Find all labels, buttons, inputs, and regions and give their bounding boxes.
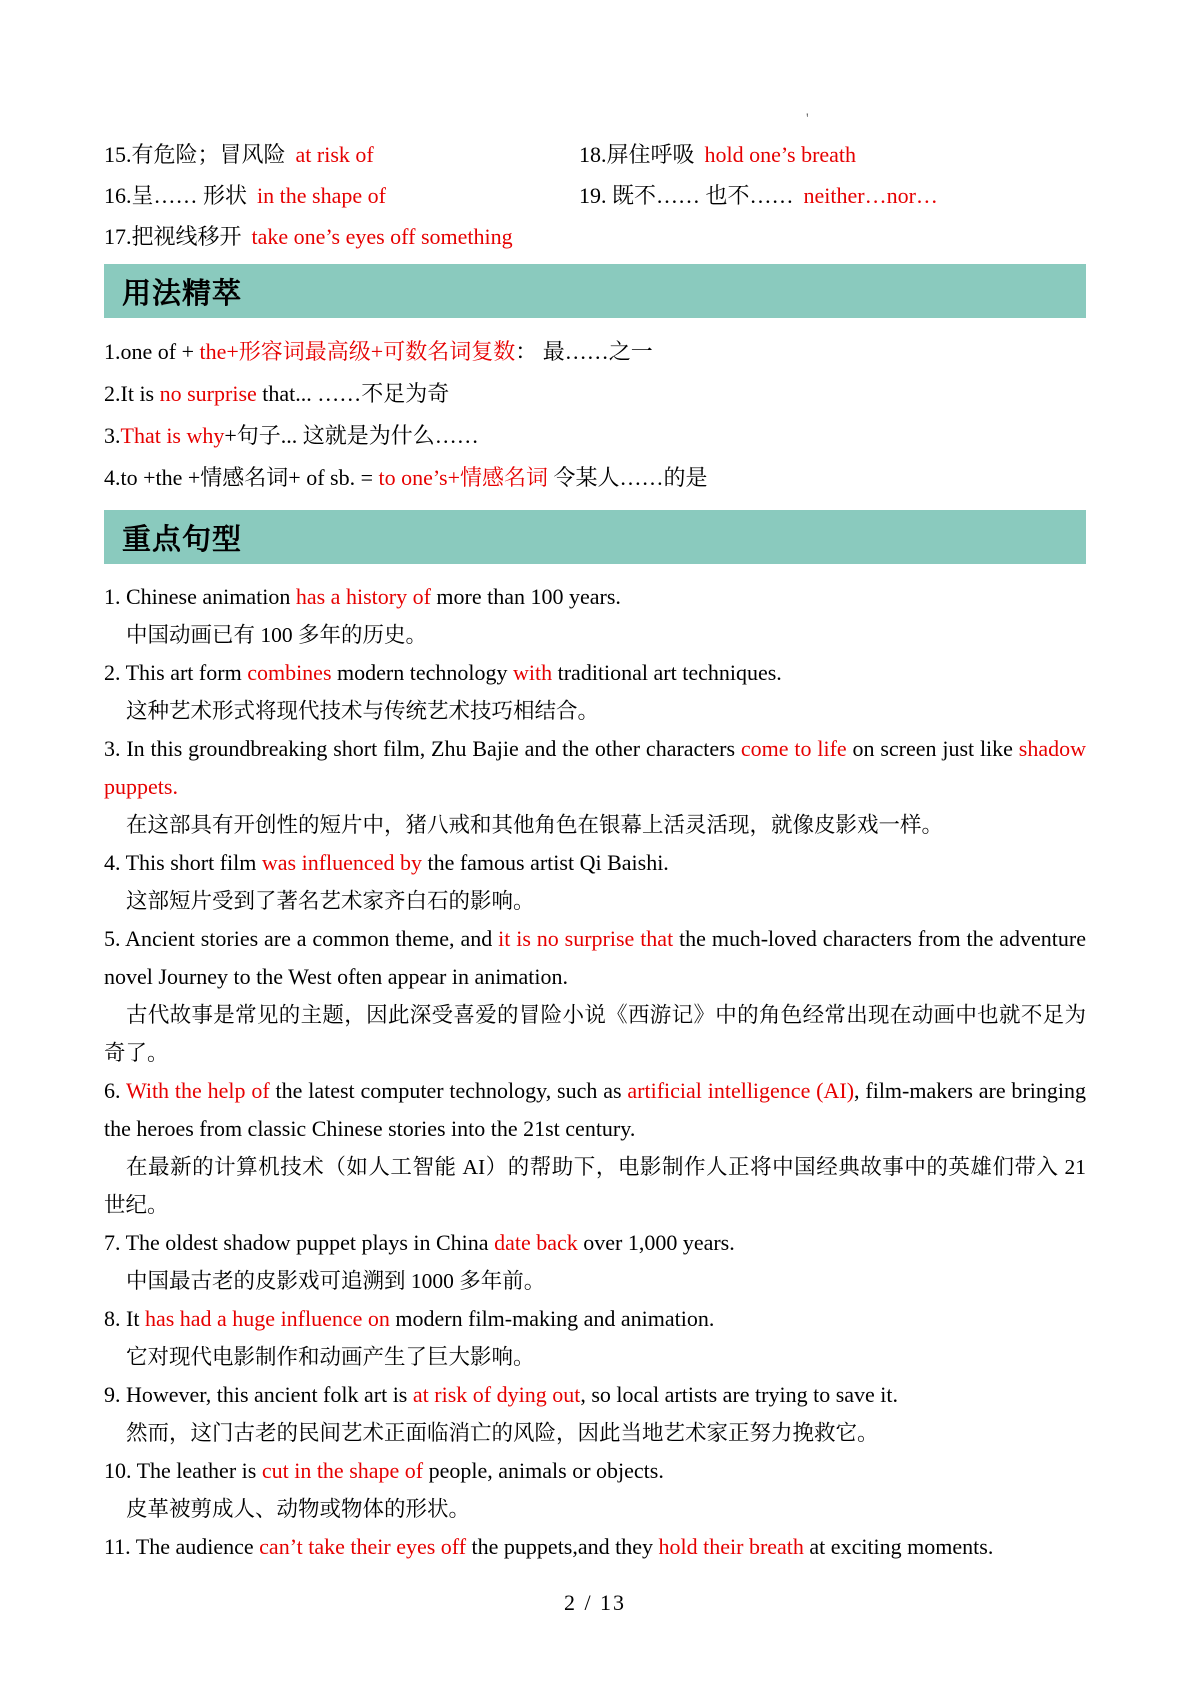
phrase-chinese-label: 16.呈…… 形状 (104, 183, 248, 208)
phrase-item (104, 134, 579, 175)
stray-mark: ' (806, 111, 809, 127)
section-title-patterns: 重点句型 (122, 523, 243, 556)
text-run: 6. (104, 1078, 126, 1103)
sentence-chinese-translation: 然而，这门古老的民间艺术正面临消亡的风险，因此当地艺术家正努力挽救它。 (126, 1421, 879, 1445)
sentence-chinese-translation: 皮革被剪成人、动物或物体的形状。 (126, 1497, 471, 1521)
text-run: people, animals or objects. (423, 1458, 664, 1483)
text-run: 5. Ancient stories are a common theme, and (104, 926, 499, 951)
text-run: the latest computer technology, such as (269, 1078, 628, 1103)
phrase-item (579, 134, 1086, 175)
phrase-item (104, 175, 579, 216)
highlight-run: artificial intelligence (AI) (627, 1078, 855, 1103)
phrase-chinese-label: 18.屏住呼吸 (579, 142, 695, 167)
sentence-english (104, 1376, 1086, 1414)
sentence-chinese-translation: 中国最古老的皮影戏可追溯到 1000 多年前。 (126, 1269, 546, 1293)
text-run: that... ……不足为奇 (256, 381, 450, 406)
phrase-english-term: neither…nor… (803, 183, 938, 208)
sentence-list (104, 578, 1086, 1566)
text-run: 3. (104, 423, 121, 448)
text-run: traditional art techniques. (552, 660, 782, 685)
text-run: the puppets,and they (466, 1534, 659, 1559)
highlight-run: can’t take their eyes off (259, 1534, 467, 1559)
text-run: the famous artist Qi Baishi. (421, 850, 669, 875)
usage-rule (104, 457, 1086, 499)
text-run: , film-makers are bringing the heroes from classic Chinese stories into the 21st century. (104, 1078, 1086, 1141)
sentence-english (104, 1072, 1086, 1148)
highlight-run: hold their breath (658, 1534, 804, 1559)
text-run: on screen just like (846, 736, 1019, 761)
highlight-run: With the help of (125, 1078, 270, 1103)
phrase-english-term: at risk of (295, 142, 374, 167)
page-number: 2 / 13 (563, 1590, 627, 1615)
phrase-list (104, 134, 1086, 257)
highlight-run: it is no surprise that (498, 926, 674, 951)
highlight-run: That is why (120, 423, 225, 448)
sentence-chinese-translation: 在最新的计算机技术（如人工智能 AI）的帮助下，电影制作人正将中国经典故事中的英雄们带入 21 世纪。 (104, 1155, 1086, 1217)
text-run: , so local artists are trying to save it. (580, 1382, 899, 1407)
sentence-english (104, 1224, 1086, 1262)
usage-rule (104, 331, 1086, 373)
text-run: 11. The audience (104, 1534, 260, 1559)
text-run: 3. In this groundbreaking short film, Zhu Bajie and the other characters (104, 736, 741, 761)
text-run: 令某人……的是 (547, 465, 708, 490)
usage-rule (104, 373, 1086, 415)
section-header-usage (104, 264, 1086, 318)
highlight-run: no surprise (159, 381, 257, 406)
highlight-run: cut in the shape of (261, 1458, 424, 1483)
text-run: 4. This short film (104, 850, 262, 875)
text-run: the much-loved characters from the adventure novel Journey to the West often appear in animation. (104, 926, 1086, 989)
text-run: 2. This art form (104, 660, 248, 685)
highlight-run: combines (247, 660, 332, 685)
text-run: over 1,000 years. (577, 1230, 735, 1255)
sentence-chinese-translation: 中国动画已有 100 多年的历史。 (126, 623, 428, 647)
sentence-english (104, 1528, 1086, 1566)
highlight-run: has a history of (295, 584, 431, 609)
phrase-english-term: take one’s eyes off something (251, 224, 513, 249)
text-run: 7. The oldest shadow puppet plays in China (104, 1230, 495, 1255)
highlight-run: with (512, 660, 553, 685)
phrase-chinese-label: 17.把视线移开 (104, 224, 242, 249)
phrase-chinese-label: 19. 既不…… 也不…… (579, 183, 794, 208)
highlight-run: shadow puppets. (104, 736, 1086, 799)
text-run: 10. The leather is (104, 1458, 262, 1483)
phrase-english-term: in the shape of (257, 183, 386, 208)
page-content (104, 0, 1086, 1616)
section-title-usage: 用法精萃 (122, 277, 243, 310)
section-header-patterns (104, 510, 1086, 564)
sentence-english (104, 730, 1086, 806)
text-run: 9. However, this ancient folk art is (104, 1382, 413, 1407)
text-run: modern technology (331, 660, 513, 685)
highlight-run: at risk of dying out (412, 1382, 581, 1407)
text-run: 1.one of + (104, 339, 200, 364)
text-run: ： 最……之一 (515, 339, 653, 364)
sentence-english (104, 578, 1086, 616)
sentence-english (104, 1452, 1086, 1490)
text-run: +句子... 这就是为什么…… (224, 423, 479, 448)
phrase-item (579, 175, 1086, 216)
phrase-item (104, 216, 579, 257)
sentence-chinese-translation: 古代故事是常见的主题，因此深受喜爱的冒险小说《西游记》中的角色经常出现在动画中也就不足为奇了。 (104, 1003, 1086, 1065)
sentence-chinese-translation: 它对现代电影制作和动画产生了巨大影响。 (126, 1345, 535, 1369)
highlight-run: come to life (740, 736, 847, 761)
text-run: 4.to +the +情感名词+ of sb. = (104, 465, 379, 490)
text-run: 8. It (104, 1306, 145, 1331)
usage-rule (104, 415, 1086, 457)
text-run: modern film-making and animation. (389, 1306, 715, 1331)
sentence-chinese-translation: 在这部具有开创性的短片中，猪八戒和其他角色在银幕上活灵活现，就像皮影戏一样。 (126, 813, 944, 837)
phrase-english-term: hold one’s breath (704, 142, 857, 167)
highlight-run: has had a huge influence on (144, 1306, 390, 1331)
text-run: more than 100 years. (430, 584, 621, 609)
phrase-chinese-label: 15.有危险；冒风险 (104, 142, 286, 167)
highlight-run: to one’s+情感名词 (378, 465, 548, 490)
text-run: 1. Chinese animation (104, 584, 296, 609)
sentence-english (104, 654, 1086, 692)
sentence-english (104, 1300, 1086, 1338)
usage-rule-list (104, 331, 1086, 499)
text-run: 2.It is (104, 381, 160, 406)
text-run: at exciting moments. (803, 1534, 994, 1559)
phrase-item (579, 216, 1086, 257)
sentence-english (104, 844, 1086, 882)
highlight-run: the+形容词最高级+可数名词复数 (199, 339, 516, 364)
highlight-run: date back (494, 1230, 578, 1255)
sentence-chinese-translation: 这部短片受到了著名艺术家齐白石的影响。 (126, 889, 535, 913)
sentence-chinese-translation: 这种艺术形式将现代技术与传统艺术技巧相结合。 (126, 699, 600, 723)
sentence-english (104, 920, 1086, 996)
highlight-run: was influenced by (261, 850, 422, 875)
